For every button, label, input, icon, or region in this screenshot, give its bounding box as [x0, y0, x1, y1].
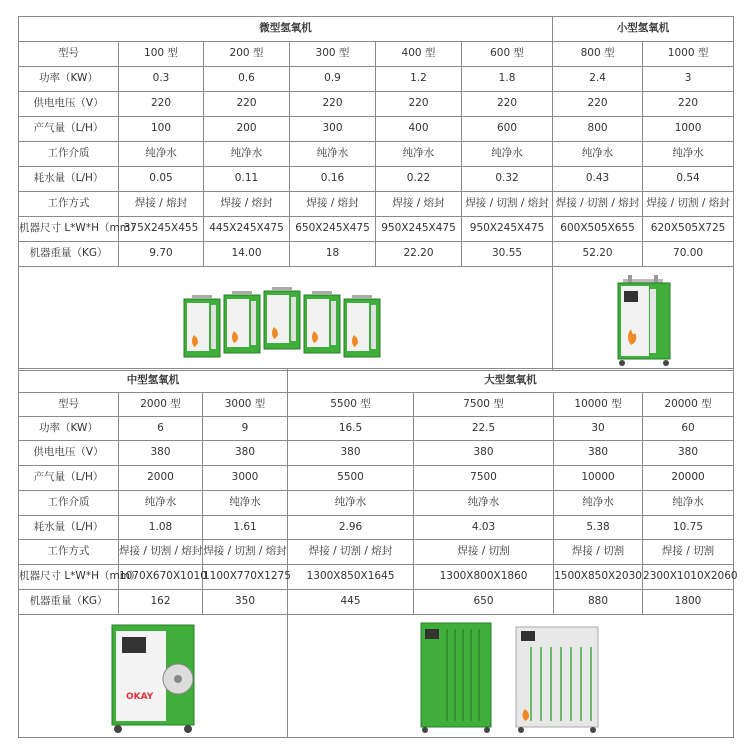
- spec-cell: 焊接 / 熔封: [290, 192, 376, 217]
- spec-cell: 70.00: [643, 242, 734, 267]
- spec-cell: 3: [643, 67, 734, 92]
- row-label: 机器尺寸 L*W*H（mm）: [19, 565, 119, 590]
- spec-cell: 10000 型: [554, 393, 643, 417]
- spec-cell: 0.3: [119, 67, 204, 92]
- spec-cell: 950X245X475: [462, 217, 553, 242]
- micro-machines-illustration: [176, 269, 396, 369]
- spec-cell: 0.6: [204, 67, 290, 92]
- spec-cell: 220: [204, 92, 290, 117]
- spec-cell: 375X245X455: [119, 217, 204, 242]
- spec-cell: 220: [462, 92, 553, 117]
- spec-cell: 2000: [119, 466, 203, 491]
- spec-cell: 445: [288, 590, 414, 615]
- spec-cell: 200 型: [204, 42, 290, 67]
- spec-cell: 1000 型: [643, 42, 734, 67]
- spec-cell: 380: [288, 441, 414, 466]
- spec-cell: 2000 型: [119, 393, 203, 417]
- micro-machines-image: [19, 267, 553, 371]
- row-label: 机器重量（KG）: [19, 242, 119, 267]
- spec-cell: 2300X1010X2060: [643, 565, 734, 590]
- spec-cell: 52.20: [553, 242, 643, 267]
- spec-cell: 1.2: [376, 67, 462, 92]
- weight-row: [19, 242, 734, 267]
- spec-cell: 纯净水: [119, 142, 204, 167]
- small-machine-illustration: [598, 269, 688, 369]
- spec-cell: 7500 型: [414, 393, 554, 417]
- row-label: 功率（KW）: [19, 417, 119, 441]
- row-label: 工作方式: [19, 540, 119, 565]
- row-label: 机器尺寸 L*W*H（mm）: [19, 217, 119, 242]
- spec-cell: 620X505X725: [643, 217, 734, 242]
- power-row: [19, 417, 734, 441]
- spec-cell: 380: [119, 441, 203, 466]
- spec-cell: 5500 型: [288, 393, 414, 417]
- spec-cell: 380: [643, 441, 734, 466]
- spec-cell: 380: [414, 441, 554, 466]
- spec-cell: 0.22: [376, 167, 462, 192]
- medium-row: [19, 142, 734, 167]
- large-group-heading: 大型氢氧机: [288, 369, 734, 393]
- medium-machine-image: [19, 615, 288, 738]
- working-mode-row: [19, 192, 734, 217]
- row-label: 机器重量（KG）: [19, 590, 119, 615]
- spec-cell: 18: [290, 242, 376, 267]
- spec-cell: 30: [554, 417, 643, 441]
- voltage-row: [19, 92, 734, 117]
- spec-cell: 纯净水: [643, 142, 734, 167]
- small-machine-image: [553, 267, 734, 371]
- spec-cell: 16.5: [288, 417, 414, 441]
- spec-cell: 纯净水: [643, 491, 734, 516]
- water-consumption-row: [19, 167, 734, 192]
- large-machines-illustration: [411, 617, 611, 735]
- spec-cell: 5.38: [554, 516, 643, 540]
- weight-row: [19, 590, 734, 615]
- row-label: 型号: [19, 393, 119, 417]
- spec-cell: 1.61: [203, 516, 288, 540]
- spec-cell: 0.32: [462, 167, 553, 192]
- spec-cell: 纯净水: [554, 491, 643, 516]
- spec-cell: 0.16: [290, 167, 376, 192]
- spec-cell: 162: [119, 590, 203, 615]
- spec-cell: 10.75: [643, 516, 734, 540]
- spec-cell: 600 型: [462, 42, 553, 67]
- model-row: [19, 42, 734, 67]
- row-label: 产气量（L/H）: [19, 466, 119, 491]
- micro-small-spec-table: [18, 16, 734, 371]
- row-label: 工作介质: [19, 491, 119, 516]
- row-label: 工作介质: [19, 142, 119, 167]
- spec-cell: 焊接 / 切割 / 熔封: [288, 540, 414, 565]
- spec-cell: 300: [290, 117, 376, 142]
- spec-cell: 1.08: [119, 516, 203, 540]
- spec-cell: 0.11: [204, 167, 290, 192]
- spec-cell: 6: [119, 417, 203, 441]
- spec-cell: 20000: [643, 466, 734, 491]
- spec-cell: 纯净水: [414, 491, 554, 516]
- small-group-heading: 小型氢氧机: [553, 17, 734, 42]
- spec-cell: 焊接 / 熔封: [376, 192, 462, 217]
- spec-cell: 焊接 / 切割 / 熔封: [119, 540, 203, 565]
- row-label: 型号: [19, 42, 119, 67]
- spec-cell: 950X245X475: [376, 217, 462, 242]
- spec-cell: 焊接 / 切割 / 熔封: [203, 540, 288, 565]
- okay-logo: OKAY: [126, 692, 154, 702]
- spec-cell: 3000 型: [203, 393, 288, 417]
- medium-large-spec-table: [18, 368, 738, 738]
- micro-group-heading: 微型氢氧机: [19, 17, 553, 42]
- spec-cell: 纯净水: [376, 142, 462, 167]
- spec-cell: 220: [643, 92, 734, 117]
- spec-cell: 60: [643, 417, 734, 441]
- spec-cell: 1070X670X1010: [119, 565, 203, 590]
- spec-cell: 880: [554, 590, 643, 615]
- spec-cell: 100 型: [119, 42, 204, 67]
- spec-cell: 0.54: [643, 167, 734, 192]
- spec-cell: 3000: [203, 466, 288, 491]
- spec-cell: 焊接 / 切割: [643, 540, 734, 565]
- spec-cell: 1300X850X1645: [288, 565, 414, 590]
- spec-cell: 1300X800X1860: [414, 565, 554, 590]
- spec-cell: 1100X770X1275: [203, 565, 288, 590]
- spec-cell: 20000 型: [643, 393, 734, 417]
- gas-output-row: [19, 117, 734, 142]
- spec-cell: 5500: [288, 466, 414, 491]
- spec-cell: 800 型: [553, 42, 643, 67]
- spec-cell: 纯净水: [119, 491, 203, 516]
- spec-cell: 300 型: [290, 42, 376, 67]
- spec-cell: 焊接 / 切割 / 熔封: [462, 192, 553, 217]
- spec-cell: 焊接 / 切割: [414, 540, 554, 565]
- spec-cell: 纯净水: [203, 491, 288, 516]
- dimensions-row: [19, 217, 734, 242]
- spec-cell: 22.5: [414, 417, 554, 441]
- spec-cell: 7500: [414, 466, 554, 491]
- voltage-row: [19, 441, 734, 466]
- row-label: 产气量（L/H）: [19, 117, 119, 142]
- dimensions-row: [19, 565, 734, 590]
- power-row: [19, 67, 734, 92]
- spec-cell: 纯净水: [553, 142, 643, 167]
- medium-row: [19, 491, 734, 516]
- spec-cell: 800: [553, 117, 643, 142]
- spec-cell: 0.43: [553, 167, 643, 192]
- spec-cell: 焊接 / 切割: [554, 540, 643, 565]
- spec-cell: 400: [376, 117, 462, 142]
- spec-cell: 纯净水: [288, 491, 414, 516]
- spec-cell: 380: [554, 441, 643, 466]
- model-row: [19, 393, 734, 417]
- spec-cell: 1.8: [462, 67, 553, 92]
- spec-cell: 220: [290, 92, 376, 117]
- spec-cell: 4.03: [414, 516, 554, 540]
- spec-cell: 650X245X475: [290, 217, 376, 242]
- spec-cell: 2.4: [553, 67, 643, 92]
- row-label: 功率（KW）: [19, 67, 119, 92]
- medium-group-heading: 中型氢氧机: [19, 369, 288, 393]
- spec-cell: 0.9: [290, 67, 376, 92]
- spec-cell: 22.20: [376, 242, 462, 267]
- spec-cell: 100: [119, 117, 204, 142]
- spec-cell: 2.96: [288, 516, 414, 540]
- spec-cell: 1000: [643, 117, 734, 142]
- spec-cell: 445X245X475: [204, 217, 290, 242]
- row-label: 工作方式: [19, 192, 119, 217]
- row-label: 供电电压（V）: [19, 92, 119, 117]
- spec-cell: 14.00: [204, 242, 290, 267]
- spec-cell: 1800: [643, 590, 734, 615]
- spec-cell: 220: [119, 92, 204, 117]
- spec-cell: 220: [553, 92, 643, 117]
- spec-cell: 30.55: [462, 242, 553, 267]
- spec-cell: 10000: [554, 466, 643, 491]
- spec-cell: 9: [203, 417, 288, 441]
- spec-cell: 200: [204, 117, 290, 142]
- gas-output-row: [19, 466, 734, 491]
- working-mode-row: [19, 540, 734, 565]
- spec-cell: 纯净水: [204, 142, 290, 167]
- row-label: 耗水量（L/H）: [19, 167, 119, 192]
- spec-cell: 350: [203, 590, 288, 615]
- water-consumption-row: [19, 516, 734, 540]
- large-machines-image: [288, 615, 734, 738]
- medium-machine-illustration: [98, 617, 208, 735]
- spec-cell: 400 型: [376, 42, 462, 67]
- row-label: 供电电压（V）: [19, 441, 119, 466]
- spec-cell: 焊接 / 熔封: [119, 192, 204, 217]
- row-label: 耗水量（L/H）: [19, 516, 119, 540]
- spec-cell: 纯净水: [290, 142, 376, 167]
- spec-cell: 1500X850X2030: [554, 565, 643, 590]
- spec-cell: 0.05: [119, 167, 204, 192]
- spec-cell: 焊接 / 切割 / 熔封: [553, 192, 643, 217]
- spec-cell: 9.70: [119, 242, 204, 267]
- spec-cell: 220: [376, 92, 462, 117]
- spec-cell: 600: [462, 117, 553, 142]
- spec-cell: 650: [414, 590, 554, 615]
- spec-cell: 纯净水: [462, 142, 553, 167]
- spec-cell: 380: [203, 441, 288, 466]
- spec-cell: 焊接 / 切割 / 熔封: [643, 192, 734, 217]
- spec-cell: 焊接 / 熔封: [204, 192, 290, 217]
- spec-cell: 600X505X655: [553, 217, 643, 242]
